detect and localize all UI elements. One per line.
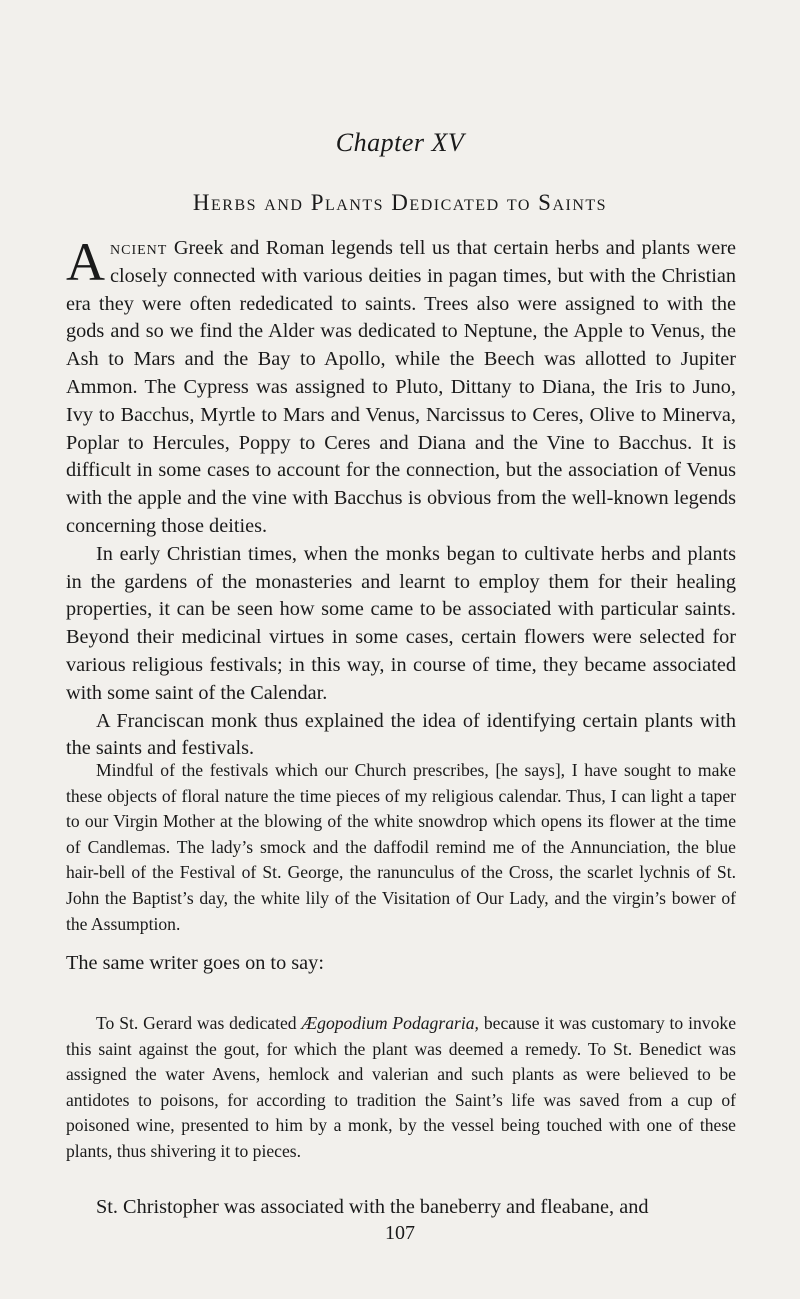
block-quote-2 bbox=[66, 1011, 736, 1165]
paragraph-3: A Franciscan monk thus explained the idea of identifying certain plants with the saints and festivals. bbox=[66, 709, 736, 760]
paragraph-2: In early Christian times, when the monks began to cultivate herbs and plants in the gardens of the monasteries and learnt to employ them for their healing properties, it can be seen how some came to be associated with particular saints. Beyond their medicinal virtues in some cases, certain flowers were selected for various religious festivals; in this way, in course of time, they became associated with some saint of the Calendar. bbox=[66, 542, 736, 704]
paragraph-1 bbox=[66, 232, 736, 541]
chapter-title: Herbs and Plants Dedicated to Saints bbox=[192, 190, 608, 215]
transition-line: The same writer goes on to say: bbox=[66, 952, 324, 974]
chapter-heading: Chapter XV bbox=[335, 128, 465, 157]
botanical-name: Ægopodium Podagraria, bbox=[301, 1013, 479, 1033]
quote-2-part-b: because it was customary to invoke this saint against the gout, for which the plant was deemed a remedy. To St. Benedict was assigned the water Avens, hemlock and valerian and such plants as were believed to be antidotes to poisons, for according to tradition the Saint’s life was saved from a cup of poisoned wine, presented to him by a monk, by the vessel being touched with one of these plants, thus shivering it to pieces. bbox=[66, 1013, 737, 1161]
drop-cap: A bbox=[66, 232, 105, 292]
quote-1-text: Mindful of the festivals which our Church prescribes, [he says], I have sought to make these objects of floral nature the time pieces of my religious calendar. Thus, I can light a taper to our Virgin Mother at the blowing of the white snowdrop which opens its flower at the time of Candlemas. The lady’s smock and the daffodil remind me of the Annunciation, the blue hair-bell of the Festival of St. George, the ranunculus of the Cross, the scarlet lychnis of St. John the Baptist’s day, the white lily of the Visitation of Our Lady, and the virgin’s bower of the Assumption. bbox=[66, 760, 736, 934]
block-quote-1 bbox=[66, 758, 736, 937]
quote-2-part-a: To St. Gerard was dedicated bbox=[96, 1013, 302, 1033]
body-text bbox=[66, 232, 736, 763]
page-number: 107 bbox=[385, 1222, 415, 1244]
paragraph-4: St. Christopher was associated with the baneberry and fleabane, and bbox=[96, 1196, 649, 1218]
paragraph-1-lead: ncient bbox=[110, 237, 168, 259]
paragraph-1-text: Greek and Roman legends tell us that certain herbs and plants were closely connected with various deities in pagan times, but with the Christian era they were often rededicated to saints. Trees also were assigned to with the gods and so we find the Alder was dedicated to Neptune, the Apple to Venus, the Ash to Mars and the Bay to Apollo, while the Beech was allotted to Jupiter Ammon. The Cypress was assigned to Pluto, Dittany to Diana, the Iris to Juno, Ivy to Bacchus, Myrtle to Mars and Venus, Narcissus to Ceres, Olive to Minerva, Poplar to Hercules, Poppy to Ceres and Diana and the Vine to Bacchus. It is difficult in some cases to account for the connection, but the association of Venus with the apple and the vine with Bacchus is obvious from the well-known legends concerning those deities. bbox=[66, 237, 736, 537]
quote-2-text bbox=[66, 1011, 736, 1165]
